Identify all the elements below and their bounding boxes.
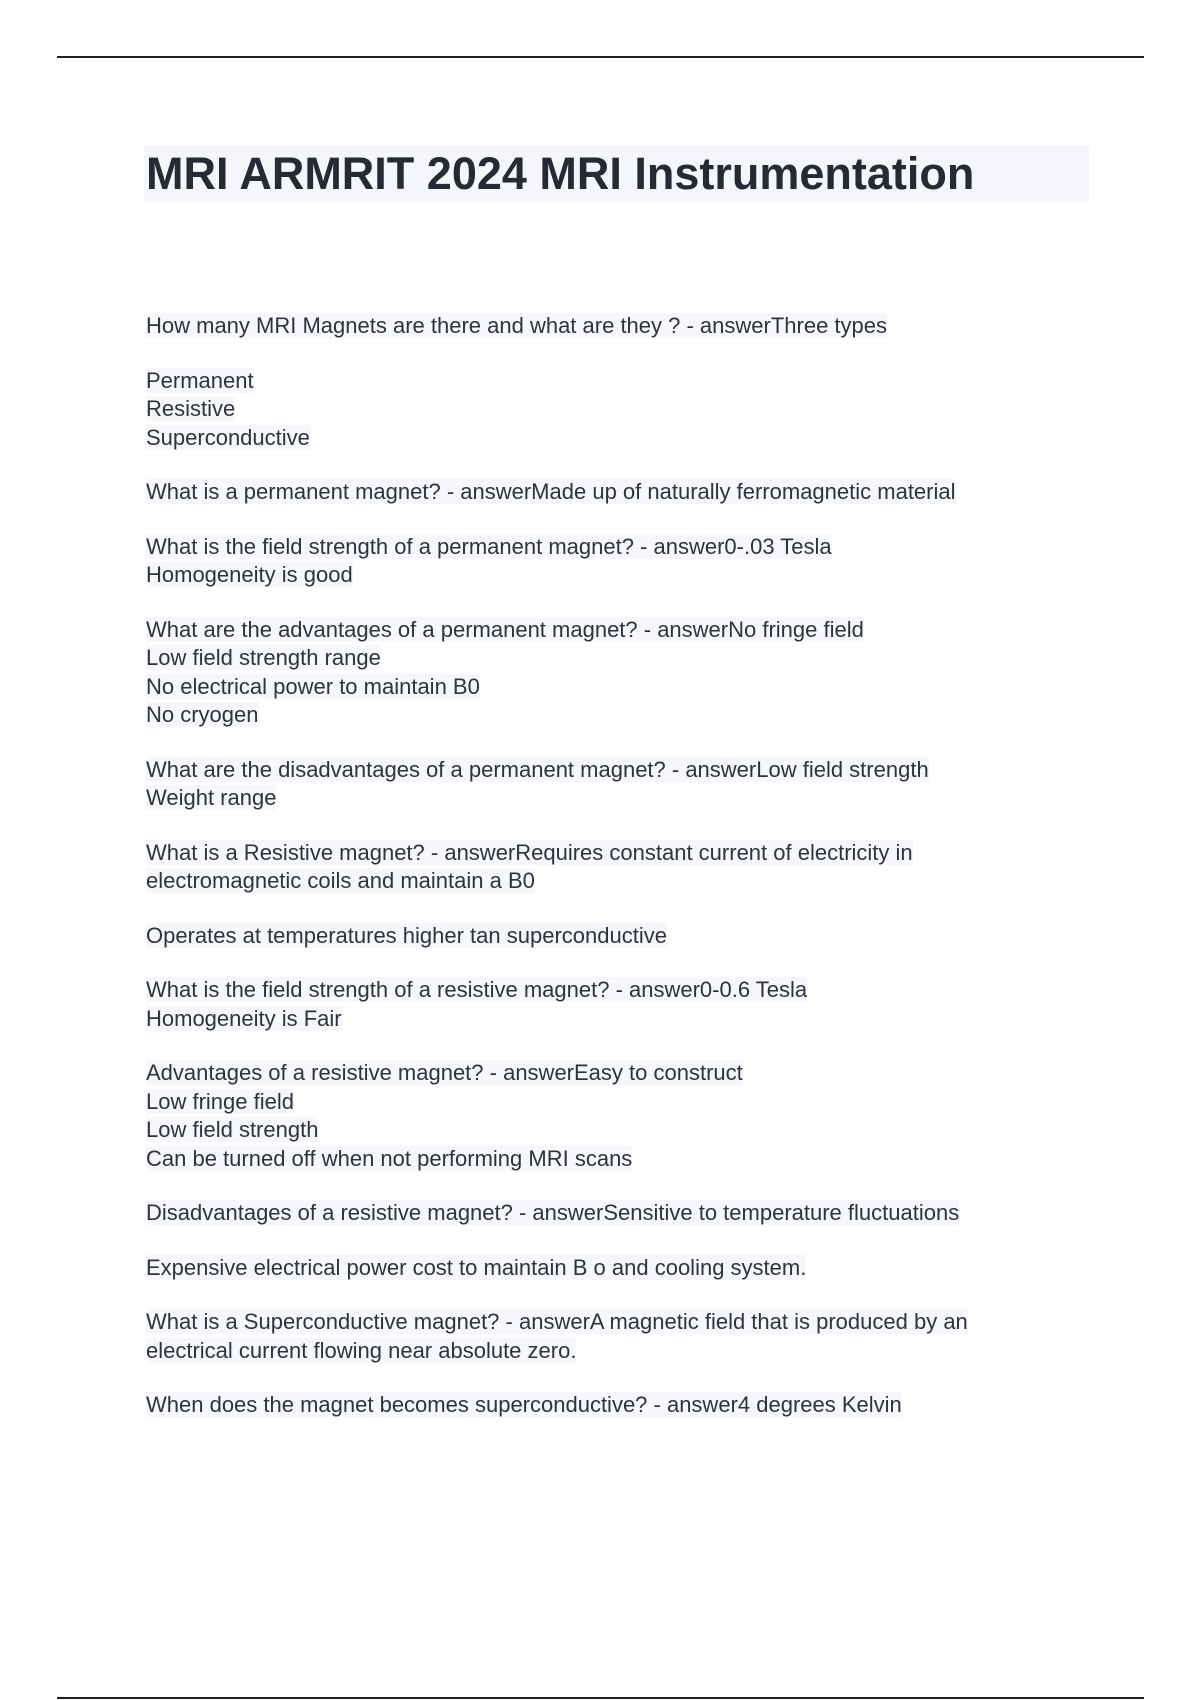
text-line: What is a Superconductive magnet? - answerA magnetic field that is produced by an [146, 1309, 968, 1334]
text-line: Permanent [146, 367, 254, 393]
paragraph-7 [146, 839, 1086, 896]
text-line: electrical current flowing near absolute zero. [146, 1337, 577, 1363]
text-line: What is the field strength of a resistive magnet? - answer0-0.6 Tesla [146, 977, 808, 1002]
text-line: Disadvantages of a resistive magnet? - answerSensitive to temperature fluctuations [146, 1200, 960, 1225]
paragraph-6 [146, 756, 1086, 813]
title-block [144, 145, 1089, 202]
text-line: What is the field strength of a permanent magnet? - answer0-.03 Tesla [146, 533, 832, 559]
bottom-divider [57, 1697, 1144, 1699]
paragraph-10 [146, 1059, 1086, 1173]
text-line: Advantages of a resistive magnet? - answerEasy to construct [146, 1060, 743, 1085]
paragraph-12 [146, 1254, 1086, 1283]
text-line: Low fringe field [146, 1088, 294, 1114]
text-line: Can be turned off when not performing MRI scans [146, 1145, 633, 1171]
paragraph-8 [146, 922, 1086, 951]
paragraph-1 [146, 312, 1086, 341]
text-line: Low field strength [146, 1117, 319, 1142]
text-line: Homogeneity is Fair [146, 1005, 342, 1031]
paragraph-9 [146, 976, 1086, 1033]
text-line: Superconductive [146, 424, 310, 450]
paragraph-2 [146, 367, 1086, 453]
text-line: Homogeneity is good [146, 562, 353, 587]
text-line: When does the magnet becomes superconductive? - answer4 degrees Kelvin [146, 1392, 902, 1417]
text-line: Operates at temperatures higher tan superconductive [146, 922, 667, 948]
text-line: What are the disadvantages of a permanent magnet? - answerLow field strength [146, 756, 929, 782]
top-divider [57, 56, 1144, 58]
text-line: What are the advantages of a permanent magnet? - answerNo fringe field [146, 616, 864, 642]
paragraph-13 [146, 1308, 1086, 1365]
text-line: No electrical power to maintain B0 [146, 673, 480, 699]
text-line: What is a permanent magnet? - answerMade up of naturally ferromagnetic material [146, 479, 956, 504]
text-line: What is a Resistive magnet? - answerRequires constant current of electricity in [146, 839, 913, 865]
text-line: Low field strength range [146, 645, 381, 670]
text-line: electromagnetic coils and maintain a B0 [146, 868, 535, 893]
paragraph-14 [146, 1391, 1086, 1420]
text-line: Resistive [146, 396, 236, 421]
document-body [146, 312, 1086, 1446]
text-line: Weight range [146, 785, 277, 810]
paragraph-5 [146, 616, 1086, 730]
paragraph-11 [146, 1199, 1086, 1228]
text-line: How many MRI Magnets are there and what are they ? - answerThree types [146, 313, 888, 338]
text-line: No cryogen [146, 702, 259, 727]
paragraph-4 [146, 533, 1086, 590]
document-title: MRI ARMRIT 2024 MRI Instrumentation [146, 148, 975, 199]
paragraph-3 [146, 478, 1086, 507]
text-line: Expensive electrical power cost to maintain B o and cooling system. [146, 1254, 807, 1280]
